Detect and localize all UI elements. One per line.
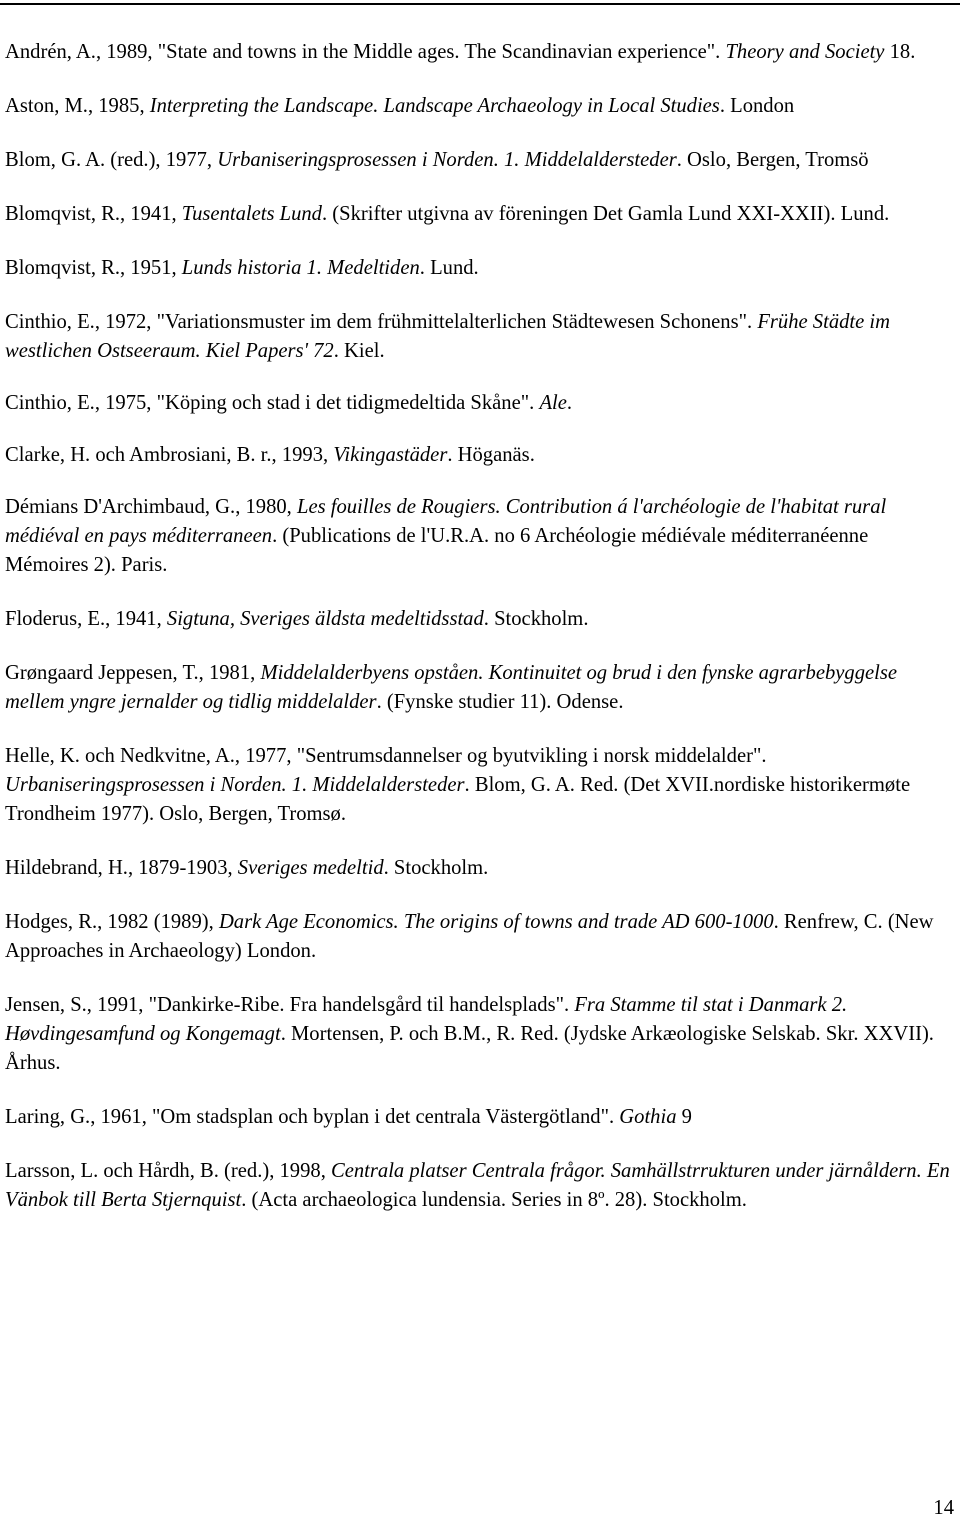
ref-part: 9 <box>676 1106 692 1128</box>
ref-part-italic: Les fouilles de Rougiers. Contribution á l'archéologie de l'habitat rural médiéval en pays méditerraneen <box>5 496 887 547</box>
ref-part: Larsson, L. och Hårdh, B. (red.), 1998, <box>5 1160 331 1182</box>
reference-entry <box>5 493 955 580</box>
ref-part: . Höganäs. <box>447 444 535 466</box>
ref-part: Clarke, H. och Ambrosiani, B. r., 1993, <box>5 444 334 466</box>
ref-part: Grøngaard Jeppesen, T., 1981, <box>5 662 261 684</box>
ref-part: Jensen, S., 1991, "Dankirke-Ribe. Fra handelsgård til handelsplads". <box>5 994 575 1016</box>
ref-part: Blomqvist, R., 1941, <box>5 203 182 225</box>
reference-entry <box>5 254 955 283</box>
ref-part-italic: Vikingastäder <box>333 444 448 466</box>
ref-part-italic: Theory and Society <box>725 41 885 63</box>
ref-part: Hildebrand, H., 1879-1903, <box>5 857 238 879</box>
ref-part: 18. <box>884 41 916 63</box>
ref-part: . London <box>719 95 795 117</box>
reference-entry <box>5 389 955 418</box>
page-number: 14 <box>933 1497 954 1519</box>
ref-part-italic: Frühe Städte im westlichen Ostseeraum. Kiel Papers' 72 <box>5 311 891 362</box>
reference-entry <box>5 854 955 883</box>
ref-part: . (Fynske studier 11). Odense. <box>376 691 624 713</box>
ref-part: . Lund. <box>419 257 479 279</box>
reference-entry <box>5 200 955 229</box>
ref-part: . Mortensen, P. och B.M., R. Red. (Jydske Arkæologiske Selskab. Skr. XXVII). Århus. <box>5 1023 934 1074</box>
ref-part: Andrén, A., 1989, "State and towns in the Middle ages. The Scandinavian experience". <box>5 41 726 63</box>
top-rule <box>0 3 960 5</box>
ref-part: . (Publications de l'U.R.A. no 6 Archéologie médiévale méditerranéenne Mémoires 2). Paris. <box>5 525 869 576</box>
ref-part-italic: Sigtuna, Sveriges äldsta medeltidsstad <box>166 608 484 630</box>
reference-entry <box>5 991 955 1078</box>
reference-entry <box>5 1103 955 1132</box>
ref-part: Démians D'Archimbaud, G., 1980, <box>5 496 297 518</box>
ref-part-italic: Tusentalets Lund <box>181 203 322 225</box>
ref-part: . Stockholm. <box>483 608 589 630</box>
ref-part: Hodges, R., 1982 (1989), <box>5 911 219 933</box>
ref-part: Laring, G., 1961, "Om stadsplan och byplan i det centrala Västergötland". <box>5 1106 620 1128</box>
ref-part: . (Skrifter utgivna av föreningen Det Gamla Lund XXI-XXII). Lund. <box>321 203 890 225</box>
reference-entry <box>5 146 955 175</box>
reference-entry <box>5 659 955 717</box>
reference-entry <box>5 908 955 966</box>
ref-part: . Oslo, Bergen, Tromsö <box>676 149 869 171</box>
ref-part: . Stockholm. <box>383 857 489 879</box>
ref-part: . Blom, G. A. Red. (Det XVII.nordiske historikermøte Trondheim 1977). Oslo, Bergen, Tromsø. <box>5 774 911 825</box>
ref-part: Cinthio, E., 1975, "Köping och stad i det tidigmedeltida Skåne". <box>5 392 540 414</box>
reference-entry <box>5 308 955 366</box>
ref-part: Blomqvist, R., 1951, <box>5 257 182 279</box>
reference-entry <box>5 441 955 470</box>
ref-part-italic: Gothia <box>619 1106 677 1128</box>
ref-part-italic: Fra Stamme til stat i Danmark 2. Høvdingesamfund og Kongemagt <box>5 994 848 1045</box>
reference-entry <box>5 742 955 829</box>
ref-part: Cinthio, E., 1972, "Variationsmuster im dem frühmittelalterlichen Städtewesen Schonens". <box>5 311 758 333</box>
reference-entry <box>5 92 955 121</box>
ref-part-italic: Urbaniseringsprosessen i Norden. 1. Middelaldersteder <box>217 149 677 171</box>
reference-list <box>5 38 955 1240</box>
reference-entry <box>5 1157 955 1215</box>
ref-part-italic: Middelalderbyens opståen. Kontinuitet og brud i den fynske agrarbebyggelse mellem yngre jernalder og tidlig middelalder <box>5 662 898 713</box>
ref-part-italic: Centrala platser Centrala frågor. Samhällstrrukturen under järnåldern. En Vänbok till Berta Stjernquist <box>5 1160 950 1211</box>
ref-part: . Renfrew, C. (New Approaches in Archaeology) London. <box>5 911 934 962</box>
ref-part-italic: Lunds historia 1. Medeltiden <box>181 257 420 279</box>
reference-entry <box>5 38 955 67</box>
ref-part-italic: Ale <box>539 392 567 414</box>
reference-entry <box>5 605 955 634</box>
ref-part: . Kiel. <box>333 340 385 362</box>
ref-part: Blom, G. A. (red.), 1977, <box>5 149 218 171</box>
ref-part: Helle, K. och Nedkvitne, A., 1977, "Sentrumsdannelser og byutvikling i norsk middelalder". <box>5 745 767 767</box>
ref-part: Aston, M., 1985, <box>5 95 150 117</box>
ref-part-italic: Urbaniseringsprosessen i Norden. 1. Middelaldersteder <box>5 774 465 796</box>
ref-part-italic: Interpreting the Landscape. Landscape Archaeology in Local Studies <box>149 95 720 117</box>
ref-part: Floderus, E., 1941, <box>5 608 167 630</box>
ref-part-italic: Sveriges medeltid <box>237 857 384 879</box>
ref-part-italic: Dark Age Economics. The origins of towns and trade AD 600-1000 <box>218 911 774 933</box>
ref-part: . (Acta archaeologica lundensia. Series in 8º. 28). Stockholm. <box>241 1189 747 1211</box>
ref-part: . <box>566 392 573 414</box>
